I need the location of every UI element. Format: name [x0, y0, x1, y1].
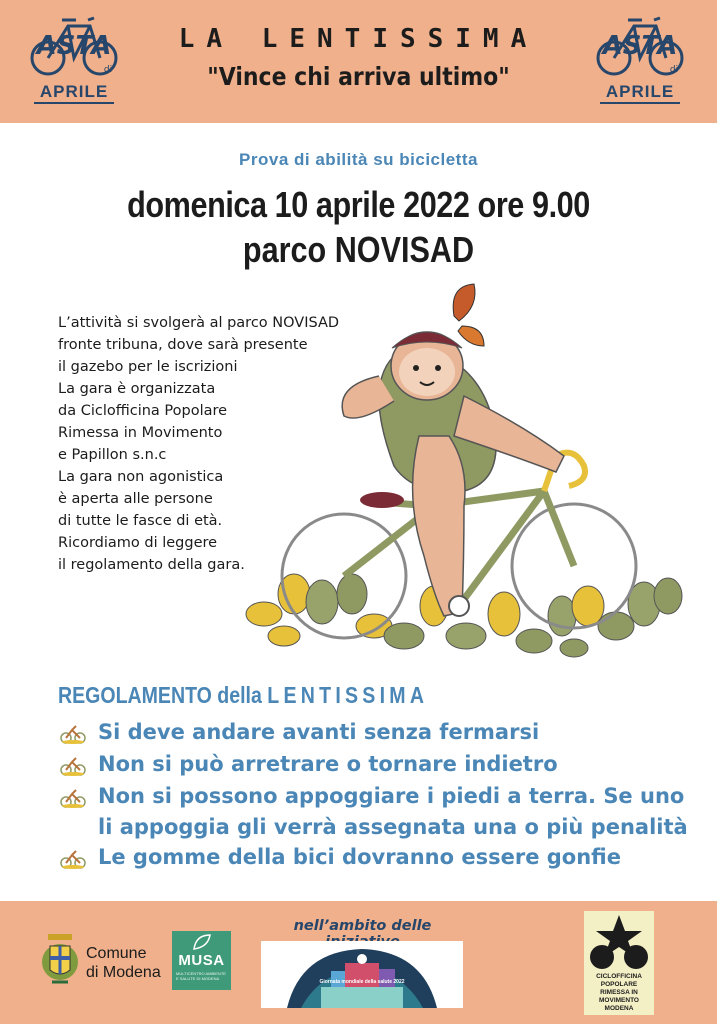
rule-item — [60, 752, 700, 780]
comune-di-modena-crest-icon — [38, 930, 82, 990]
sloth-bike-bullet-icon — [60, 754, 86, 776]
svg-text:di: di — [103, 65, 113, 75]
comune-di-modena-label — [86, 944, 161, 982]
sloth-bike-bullet-icon — [60, 847, 86, 869]
event-kicker: Prova di abilità su bicicletta — [239, 150, 478, 169]
description-line: è aperta alle persone — [58, 491, 213, 507]
event-place: parco NOVISAD — [242, 229, 475, 270]
logo-underline — [600, 102, 680, 104]
leaf-icon — [172, 931, 231, 953]
rule-text: Le gomme della bici dovranno essere gonfie — [98, 845, 621, 869]
comune-line-2: di Modena — [86, 964, 161, 981]
ciclofficina-line: RIMESSA IN — [600, 989, 638, 996]
rule-text: Si deve andare avanti senza fermarsi — [98, 720, 540, 744]
banner-caption: Giornata mondiale della salute 2022 — [319, 979, 405, 985]
rule-item — [60, 845, 700, 873]
event-title: LA LENTISSIMA — [178, 24, 539, 54]
svg-text:ASTA: ASTA — [36, 31, 112, 61]
rule-text: li appoggia gli verrà assegnata una o più penalità — [98, 815, 688, 839]
rules-title-lentissima: LENTISSIMA — [267, 682, 429, 708]
comune-line-1: Comune — [86, 945, 147, 962]
rule-item — [60, 720, 700, 748]
rule-text: Non si possono appoggiare i piedi a terra. Se uno — [98, 784, 685, 808]
ciclofficina-line: MOVIMENTO — [599, 997, 639, 1004]
description-line: Rimessa in Movimento — [58, 425, 223, 441]
ciclofficina-label — [584, 973, 654, 1013]
description-line: La gara non agonistica — [58, 469, 224, 485]
ciclofficina-line: CICLOFFICINA — [596, 973, 642, 980]
musa-logo — [172, 931, 231, 990]
musa-label: MUSA — [178, 952, 225, 969]
musa-small-label: MULTICENTRO AMBIENTE E SALUTE DI MODENA — [176, 971, 226, 981]
initiatives-caption: nell’ambito delle — [293, 918, 432, 934]
logo-word: APRILE — [39, 82, 109, 101]
rules-title-regolamento: REGOLAMENTO — [58, 682, 212, 708]
rule-text: Non si può arretrare o tornare indietro — [98, 752, 558, 776]
event-date: domenica 10 aprile 2022 ore 9.00 — [127, 184, 590, 225]
description-line: di tutte le fasce di età. — [58, 513, 223, 529]
rule-item — [60, 784, 700, 842]
description-line: il gazebo per le iscrizioni — [58, 359, 238, 375]
svg-text:ASTA: ASTA — [602, 31, 678, 61]
ciclofficina-line: MODENA — [604, 1005, 634, 1012]
sloth-on-bicycle-illustration — [244, 276, 684, 676]
event-motto: "Vince chi arriva ultimo" — [207, 62, 510, 91]
description-line: fronte tribuna, dove sarà presente — [58, 337, 308, 353]
asta-di-aprile-logo-right — [594, 14, 686, 106]
rules-title-della: della — [211, 682, 262, 708]
description-line: Ricordiamo di leggere — [58, 535, 218, 551]
rules-title — [58, 682, 678, 709]
sloth-bike-bullet-icon — [60, 786, 86, 808]
bicycle-logo-icon — [594, 14, 686, 82]
sloth-bike-bullet-icon — [60, 722, 86, 744]
giornata-mondiale-salute-banner — [261, 941, 463, 1008]
description-line: La gara è organizzata — [58, 381, 216, 397]
description-line: il regolamento della gara. — [58, 557, 245, 573]
star-bicycle-logo-icon — [584, 911, 654, 973]
description-line: e Papillon s.n.c — [58, 447, 167, 463]
ciclofficina-line: POPOLARE — [600, 981, 638, 988]
description-line: L’attività si svolgerà al parco NOVISAD — [58, 315, 340, 331]
svg-text:di: di — [669, 65, 679, 75]
logo-word: APRILE — [605, 82, 675, 101]
ciclofficina-logo — [584, 911, 654, 1015]
description-line: da Ciclofficina Popolare — [58, 403, 228, 419]
logo-underline — [34, 102, 114, 104]
health-day-artwork-icon — [261, 941, 463, 1008]
